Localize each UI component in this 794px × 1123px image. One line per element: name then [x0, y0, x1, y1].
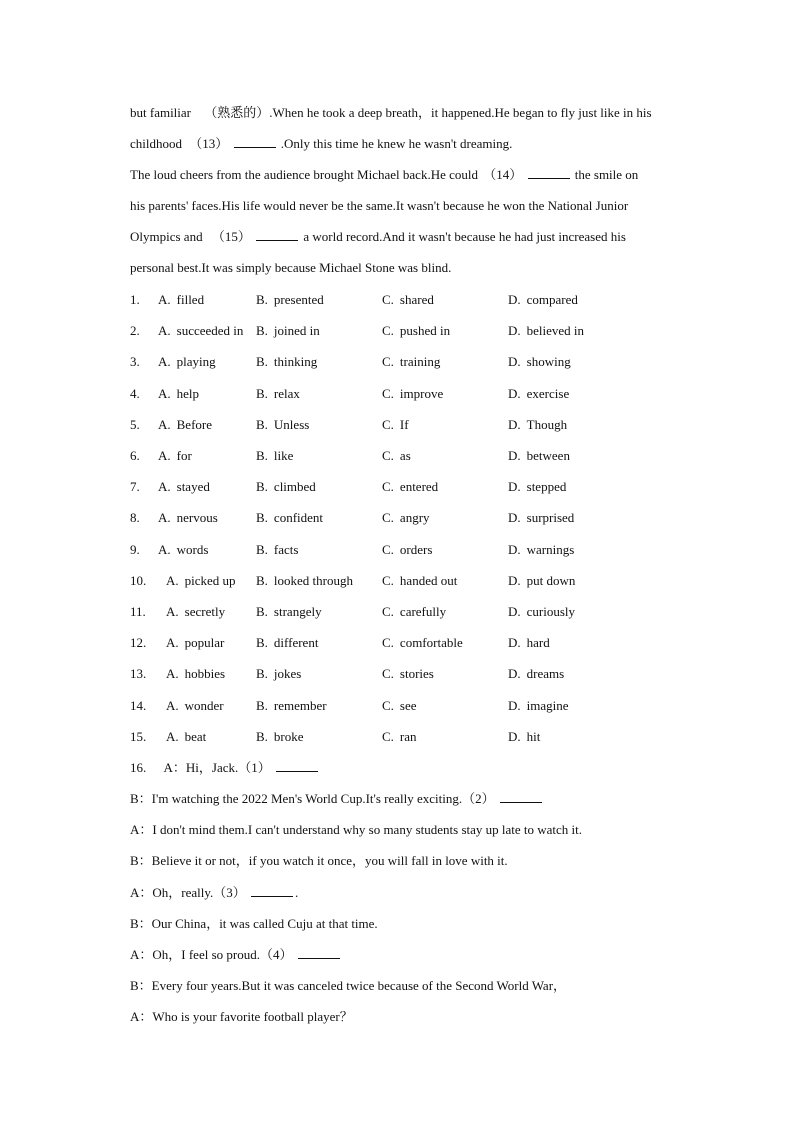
option-letter: D.: [508, 448, 521, 463]
option-text: If: [399, 417, 409, 432]
option-text: thinking: [273, 354, 318, 369]
option-letter: C.: [382, 542, 394, 557]
option-letter: A.: [158, 542, 171, 557]
option-letter: B.: [256, 292, 268, 307]
option-c[interactable]: [382, 322, 450, 340]
option-letter: B.: [256, 698, 268, 713]
option-b[interactable]: [256, 697, 327, 715]
option-text: broke: [273, 729, 304, 744]
passage-line-3: [130, 166, 638, 184]
option-b[interactable]: [256, 416, 309, 434]
option-text: facts: [273, 542, 299, 557]
question-number: 12.: [130, 635, 147, 650]
option-c[interactable]: [382, 665, 434, 683]
answer-blank[interactable]: [234, 135, 276, 148]
option-letter: A.: [158, 417, 171, 432]
option-text: compared: [526, 292, 578, 307]
option-letter: D.: [508, 573, 521, 588]
option-text: words: [176, 542, 209, 557]
option-text: hobbies: [184, 666, 226, 681]
option-letter: A.: [166, 666, 179, 681]
option-text: for: [176, 448, 192, 463]
option-text: comfortable: [399, 635, 463, 650]
option-letter: C.: [382, 666, 394, 681]
option-letter: A.: [158, 292, 171, 307]
answer-blank[interactable]: [276, 759, 318, 772]
option-text: dreams: [526, 666, 565, 681]
option-b[interactable]: [256, 322, 320, 340]
option-b[interactable]: [256, 634, 318, 652]
question-number: 15.: [130, 729, 147, 744]
option-text: stayed: [176, 479, 210, 494]
option-letter: C.: [382, 417, 394, 432]
option-b[interactable]: [256, 291, 324, 309]
option-text: ran: [399, 729, 417, 744]
dialogue-text: B：Our China，it was called Cuju at that time.: [130, 916, 378, 931]
option-letter: B.: [256, 354, 268, 369]
option-letter: D.: [508, 510, 521, 525]
dialogue-line-7: [130, 946, 342, 964]
option-a[interactable]: [158, 291, 204, 309]
option-letter: D.: [508, 479, 521, 494]
blank-number: （13）: [189, 136, 229, 151]
option-a[interactable]: [158, 385, 199, 403]
option-letter: A.: [158, 386, 171, 401]
option-text: exercise: [526, 386, 570, 401]
option-c[interactable]: [382, 509, 430, 527]
option-a[interactable]: [158, 478, 210, 496]
option-letter: D.: [508, 635, 521, 650]
passage-line-2: [130, 135, 512, 153]
option-letter: A.: [166, 729, 179, 744]
option-d[interactable]: [508, 509, 574, 527]
option-text: imagine: [526, 698, 569, 713]
option-letter: A.: [166, 698, 179, 713]
option-c[interactable]: [382, 603, 446, 621]
option-a[interactable]: [166, 634, 224, 652]
option-d[interactable]: [508, 416, 567, 434]
dialogue-line-5: [130, 884, 298, 902]
dialogue-text: A：Who is your favorite football player？: [130, 1009, 353, 1024]
option-a[interactable]: [158, 447, 192, 465]
passage-line-5: [130, 228, 626, 246]
option-text: different: [273, 635, 319, 650]
option-b[interactable]: [256, 447, 293, 465]
option-a[interactable]: [166, 665, 225, 683]
option-b[interactable]: [256, 603, 322, 621]
question-number: 11.: [130, 604, 146, 619]
option-letter: B.: [256, 635, 268, 650]
option-letter: D.: [508, 292, 521, 307]
dialogue-line-6: [130, 915, 378, 933]
option-letter: A.: [158, 448, 171, 463]
option-text: relax: [273, 386, 300, 401]
option-letter: D.: [508, 698, 521, 713]
option-letter: D.: [508, 729, 521, 744]
option-letter: B.: [256, 604, 268, 619]
option-letter: C.: [382, 729, 394, 744]
option-letter: B.: [256, 386, 268, 401]
option-text: as: [399, 448, 411, 463]
passage-text: Olympics and: [130, 229, 203, 244]
option-text: Before: [176, 417, 213, 432]
dialogue-text: A：Oh，really.（3）: [130, 885, 246, 900]
option-letter: C.: [382, 479, 394, 494]
option-text: beat: [184, 729, 207, 744]
option-text: showing: [526, 354, 571, 369]
option-letter: D.: [508, 604, 521, 619]
answer-blank[interactable]: [500, 790, 542, 803]
passage-text: .When he took a deep breath，it happened.He began to fly just like in his: [269, 105, 652, 120]
option-text: wonder: [184, 698, 224, 713]
option-letter: C.: [382, 604, 394, 619]
passage-text: personal best.It was simply because Michael Stone was blind.: [130, 260, 452, 275]
option-letter: C.: [382, 323, 394, 338]
question-number: 4.: [130, 386, 140, 401]
passage-line-1: [130, 104, 652, 122]
passage-line-4: [130, 197, 628, 215]
option-a[interactable]: [158, 353, 216, 371]
option-text: angry: [399, 510, 430, 525]
option-letter: B.: [256, 510, 268, 525]
option-text: handed out: [399, 573, 458, 588]
dialogue-line-3: [130, 821, 582, 839]
option-b[interactable]: [256, 541, 298, 559]
option-d[interactable]: [508, 634, 550, 652]
option-a[interactable]: [158, 416, 212, 434]
dialogue-line-2: [130, 790, 544, 808]
option-letter: C.: [382, 292, 394, 307]
dialogue-text: B：Believe it or not，if you watch it once，you will fall in love with it.: [130, 853, 508, 868]
option-b[interactable]: [256, 478, 316, 496]
option-letter: C.: [382, 386, 394, 401]
option-text: carefully: [399, 604, 447, 619]
question-number: 8.: [130, 510, 140, 525]
option-letter: D.: [508, 323, 521, 338]
option-d[interactable]: [508, 541, 574, 559]
option-text: put down: [526, 573, 576, 588]
option-letter: A.: [158, 354, 171, 369]
option-letter: B.: [256, 417, 268, 432]
passage-text: the smile on: [574, 167, 639, 182]
option-letter: B.: [256, 542, 268, 557]
option-text: between: [526, 448, 570, 463]
option-text: like: [273, 448, 294, 463]
answer-blank[interactable]: [256, 228, 298, 241]
option-letter: B.: [256, 666, 268, 681]
option-text: presented: [273, 292, 324, 307]
option-c[interactable]: [382, 728, 417, 746]
option-text: filled: [176, 292, 205, 307]
option-letter: B.: [256, 573, 268, 588]
option-c[interactable]: [382, 541, 432, 559]
option-letter: C.: [382, 635, 394, 650]
dialogue-line-8: [130, 977, 566, 995]
question-number: 6.: [130, 448, 140, 463]
option-text: popular: [184, 635, 225, 650]
option-text: Though: [526, 417, 568, 432]
option-text: improve: [399, 386, 444, 401]
option-text: hit: [526, 729, 541, 744]
passage-text: （熟悉的）: [204, 105, 270, 120]
option-text: playing: [176, 354, 216, 369]
option-letter: B.: [256, 448, 268, 463]
passage-line-6: [130, 259, 451, 277]
option-b[interactable]: [256, 353, 317, 371]
passage-text: but familiar: [130, 105, 192, 120]
option-letter: A.: [166, 604, 179, 619]
blank-number: （14）: [483, 167, 523, 182]
option-letter: B.: [256, 729, 268, 744]
question-number: 9.: [130, 542, 140, 557]
option-b[interactable]: [256, 509, 323, 527]
option-a[interactable]: [166, 728, 206, 746]
option-text: confident: [273, 510, 324, 525]
option-text: climbed: [273, 479, 316, 494]
option-letter: A.: [158, 323, 171, 338]
option-b[interactable]: [256, 728, 304, 746]
passage-text: childhood: [130, 136, 182, 151]
option-text: entered: [399, 479, 439, 494]
option-text: nervous: [176, 510, 218, 525]
option-letter: C.: [382, 698, 394, 713]
option-text: stories: [399, 666, 434, 681]
option-letter: D.: [508, 386, 521, 401]
dialogue-line-4: [130, 852, 508, 870]
option-letter: A.: [166, 573, 179, 588]
option-letter: C.: [382, 510, 394, 525]
option-text: hard: [526, 635, 550, 650]
option-c[interactable]: [382, 416, 409, 434]
answer-blank[interactable]: [298, 946, 340, 959]
question-number: 3.: [130, 354, 140, 369]
option-d[interactable]: [508, 447, 570, 465]
option-text: joined in: [273, 323, 320, 338]
option-text: curiously: [526, 604, 576, 619]
option-text: picked up: [184, 573, 236, 588]
dialogue-text: B：I'm watching the 2022 Men's World Cup.It's really exciting.（2）: [130, 791, 495, 806]
option-c[interactable]: [382, 572, 457, 590]
option-d[interactable]: [508, 603, 575, 621]
option-d[interactable]: [508, 728, 540, 746]
option-c[interactable]: [382, 291, 434, 309]
answer-blank[interactable]: [251, 884, 293, 897]
dialogue-line-9: [130, 1008, 353, 1026]
option-letter: B.: [256, 323, 268, 338]
question-number: 1.: [130, 292, 140, 307]
dialogue-text: A：Hi，Jack.（1）: [163, 760, 271, 775]
passage-text: a world record.And it wasn't because he had just increased his: [303, 229, 626, 244]
question-number: 10.: [130, 573, 147, 588]
option-letter: A.: [158, 479, 171, 494]
passage-text: The loud cheers from the audience brought Michael back.He could: [130, 167, 478, 182]
option-b[interactable]: [256, 572, 353, 590]
dialogue-text: .: [295, 885, 299, 900]
option-b[interactable]: [256, 385, 300, 403]
option-c[interactable]: [382, 697, 417, 715]
question-number: 5.: [130, 417, 140, 432]
option-text: looked through: [273, 573, 353, 588]
option-text: jokes: [273, 666, 302, 681]
dialogue-line-1: [130, 759, 320, 777]
question-number: 7.: [130, 479, 140, 494]
option-letter: C.: [382, 448, 394, 463]
dialogue-text: A：I don't mind them.I can't understand why so many students stay up late to watch it.: [130, 822, 583, 837]
option-a[interactable]: [158, 322, 243, 340]
question-number: 14.: [130, 698, 147, 713]
option-letter: A.: [166, 635, 179, 650]
option-letter: D.: [508, 417, 521, 432]
option-letter: C.: [382, 573, 394, 588]
option-d[interactable]: [508, 322, 584, 340]
option-letter: C.: [382, 354, 394, 369]
question-number: 2.: [130, 323, 140, 338]
option-c[interactable]: [382, 353, 440, 371]
option-text: secretly: [184, 604, 226, 619]
option-d[interactable]: [508, 572, 575, 590]
option-d[interactable]: [508, 291, 578, 309]
option-text: Unless: [273, 417, 310, 432]
option-d[interactable]: [508, 385, 569, 403]
option-c[interactable]: [382, 385, 443, 403]
option-text: remember: [273, 698, 327, 713]
option-d[interactable]: [508, 665, 564, 683]
option-letter: D.: [508, 354, 521, 369]
option-text: see: [399, 698, 417, 713]
dialogue-text: A：Oh，I feel so proud.（4）: [130, 947, 293, 962]
option-c[interactable]: [382, 634, 463, 652]
answer-blank[interactable]: [528, 166, 570, 179]
option-text: strangely: [273, 604, 322, 619]
option-text: training: [399, 354, 441, 369]
option-a[interactable]: [158, 541, 208, 559]
option-letter: A.: [158, 510, 171, 525]
option-a[interactable]: [166, 697, 224, 715]
passage-text: .Only this time he knew he wasn't dreaming.: [280, 136, 513, 151]
option-b[interactable]: [256, 665, 301, 683]
option-a[interactable]: [158, 509, 218, 527]
option-text: orders: [399, 542, 433, 557]
passage-text: his parents' faces.His life would never be the same.It wasn't because he won the National Junior: [130, 198, 629, 213]
option-text: pushed in: [399, 323, 451, 338]
question-number: 16.: [130, 760, 147, 775]
option-text: warnings: [526, 542, 575, 557]
option-c[interactable]: [382, 447, 411, 465]
option-letter: D.: [508, 666, 521, 681]
option-letter: D.: [508, 542, 521, 557]
option-d[interactable]: [508, 353, 571, 371]
option-a[interactable]: [166, 603, 225, 621]
option-text: help: [176, 386, 200, 401]
dialogue-text: B：Every four years.But it was canceled twice because of the Second World War，: [130, 978, 567, 993]
option-letter: B.: [256, 479, 268, 494]
option-d[interactable]: [508, 478, 566, 496]
option-d[interactable]: [508, 697, 569, 715]
option-c[interactable]: [382, 478, 438, 496]
option-text: believed in: [526, 323, 585, 338]
option-text: shared: [399, 292, 434, 307]
option-text: surprised: [526, 510, 575, 525]
option-text: succeeded in: [176, 323, 244, 338]
blank-number: （15）: [211, 229, 251, 244]
question-number: 13.: [130, 666, 147, 681]
option-text: stepped: [526, 479, 567, 494]
option-a[interactable]: [166, 572, 236, 590]
